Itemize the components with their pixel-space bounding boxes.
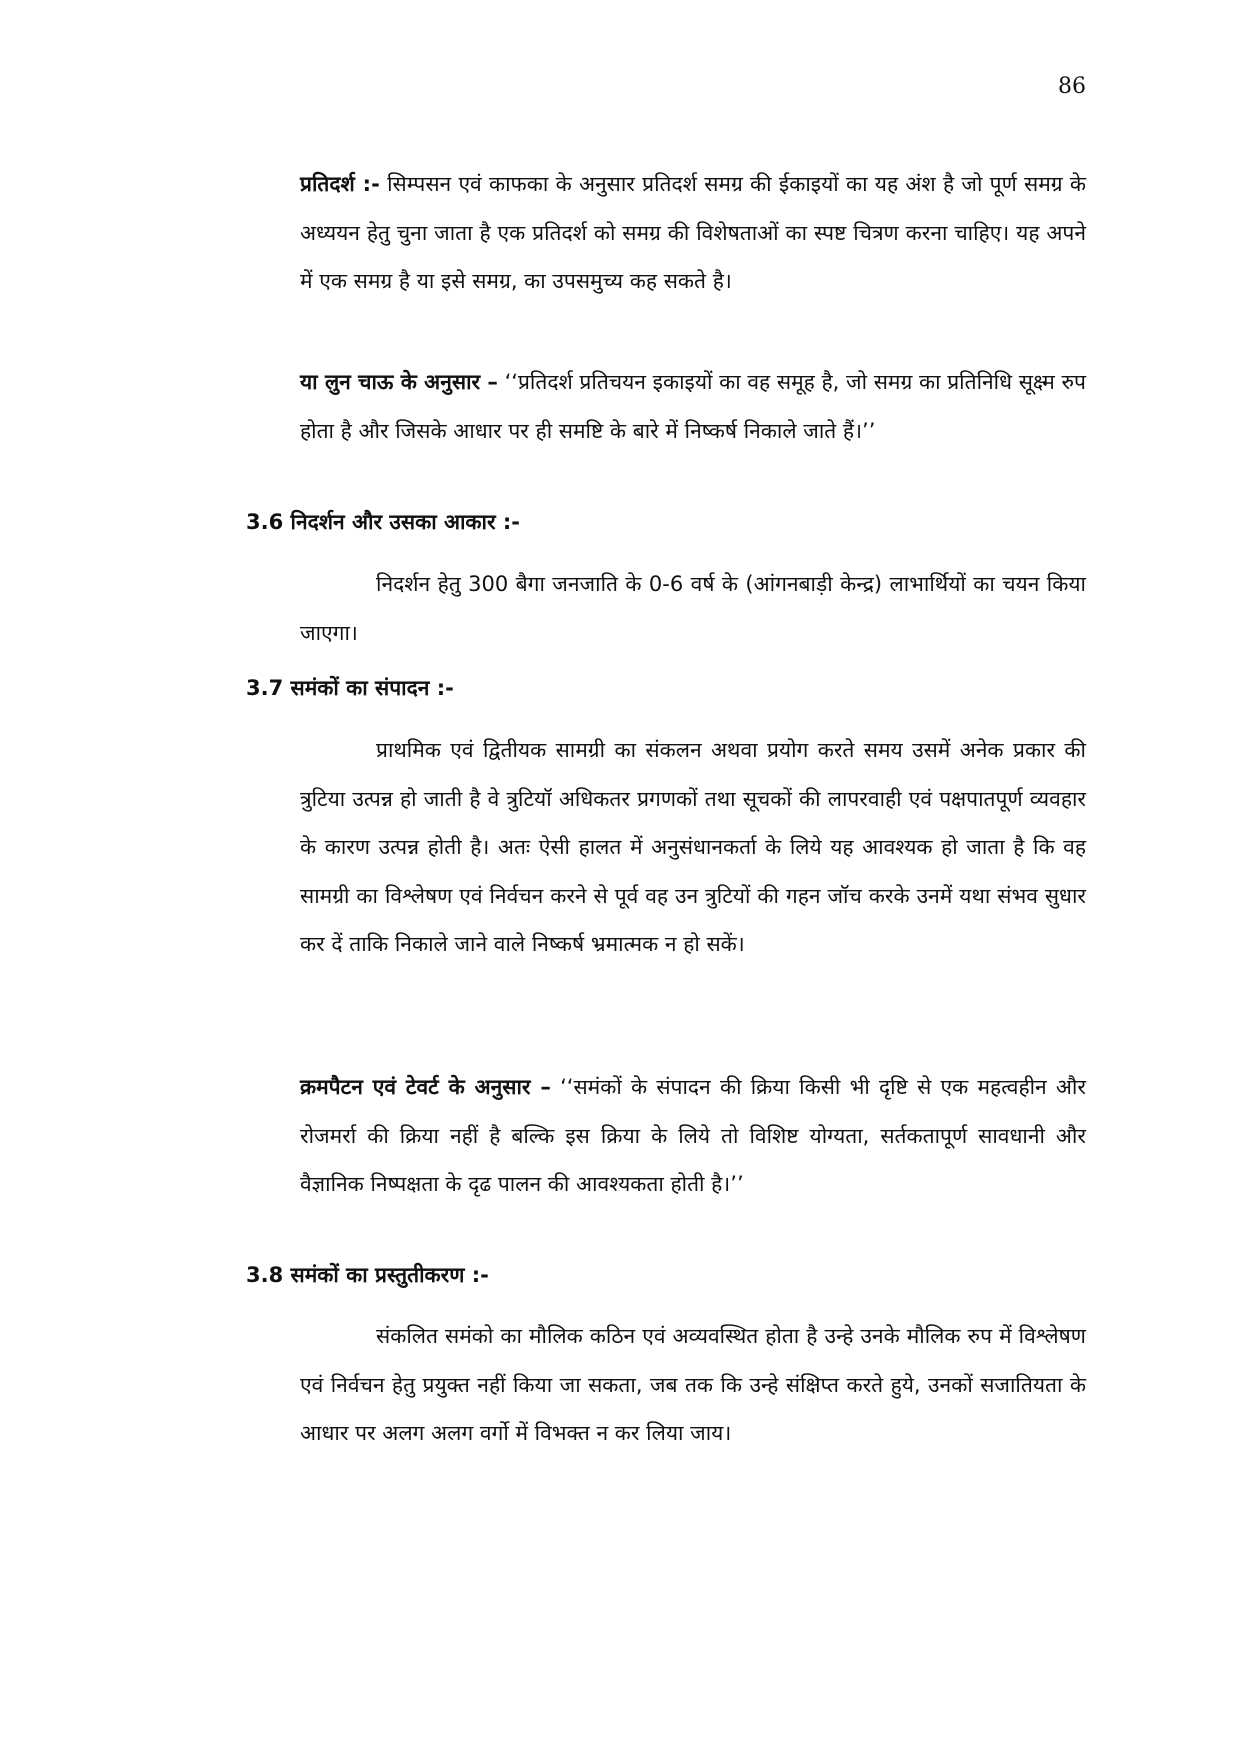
paragraph-text: ‘‘प्रतिदर्श प्रतिचयन इकाइयों का वह समूह है, जो समग्र का प्रतिनिधि सूक्ष्म रुप होता है और जिसके आधार पर ही समष्टि के बारे में निष्कर्ष निकाले जाते हैं।’’	[300, 370, 1086, 443]
paragraph-data-presentation: संकलित समंको का मौलिक कठिन एवं अव्यवस्थित होता है उन्हे उनके मौलिक रुप में विश्लेषण एवं निर्वचन हेतु प्रयुक्त नहीं किया जा सकता, जब तक कि उन्हे संक्षिप्त करते हुये, उनकों सजातियता के आधार पर अलग अलग वर्गो में विभक्त न कर लिया जाय।	[300, 1324, 1086, 1445]
paragraph-text: ‘‘समंकों के संपादन की क्रिया किसी भी दृष्टि से एक महत्वहीन और रोजमर्रा की क्रिया नहीं है बल्कि इस क्रिया के लिये तो विशिष्ट योग्यता, सर्तकतापूर्ण सावधानी और वैज्ञानिक निष्पक्षता के दृढ पालन की आवश्यकता होती है।’’	[300, 1075, 1086, 1196]
term-label: क्रमपैटन एवं टेवर्ट के अनुसार –	[300, 1075, 551, 1099]
paragraph-sample-definition	[300, 160, 1086, 306]
term-label: या लुन चाऊ के अनुसार –	[300, 370, 498, 394]
section-heading-3-7: 3.7 समंकों का संपादन :-	[246, 676, 454, 700]
paragraph-crampton-quote	[300, 1063, 1086, 1209]
section-heading-3-8: 3.8 समंकों का प्रस्तुतीकरण :-	[246, 1263, 489, 1287]
page-number: 86	[1058, 74, 1086, 99]
paragraph-sampling-size: निदर्शन हेतु 300 बैगा जनजाति के 0-6 वर्ष के (आंगनबाड़ी केन्द्र) लाभार्थियों का चयन किया जाएगा।	[300, 572, 1086, 645]
term-label: प्रतिदर्श :-	[300, 172, 380, 196]
paragraph-text: सिम्पसन एवं काफका के अनुसार प्रतिदर्श समग्र की ईकाइयों का यह अंश है जो पूर्ण समग्र के अध्ययन हेतु चुना जाता है एक प्रतिदर्श को समग्र की विशेषताओं का स्पष्ट चित्रण करना चाहिए। यह अपने में एक समग्र है या इसे समग्र, का उपसमुच्य कह सकते है।	[300, 172, 1087, 293]
section-heading-3-6: 3.6 निदर्शन और उसका आकार :-	[246, 510, 521, 534]
paragraph-data-editing: प्राथमिक एवं द्वितीयक सामग्री का संकलन अथवा प्रयोग करते समय उसमें अनेक प्रकार की त्रुटिया उत्पन्न हो जाती है वे त्रुटियॉ अधिकतर प्रगणकों तथा सूचकों की लापरवाही एवं पक्षपातपूर्ण व्यवहार के कारण उत्पन्न होती है। अतः ऐसी हालत में अनुसंधानकर्ता के लिये यह आवश्यक हो जाता है कि वह सामग्री का विश्लेषण एवं निर्वचन करने से पूर्व वह उन त्रुटियों की गहन जॉच करके उनमें यथा संभव सुधार कर दें ताकि निकाले जाने वाले निष्कर्ष भ्रमात्मक न हो सकें।	[300, 738, 1086, 956]
paragraph-lun-chau-quote	[300, 358, 1086, 455]
